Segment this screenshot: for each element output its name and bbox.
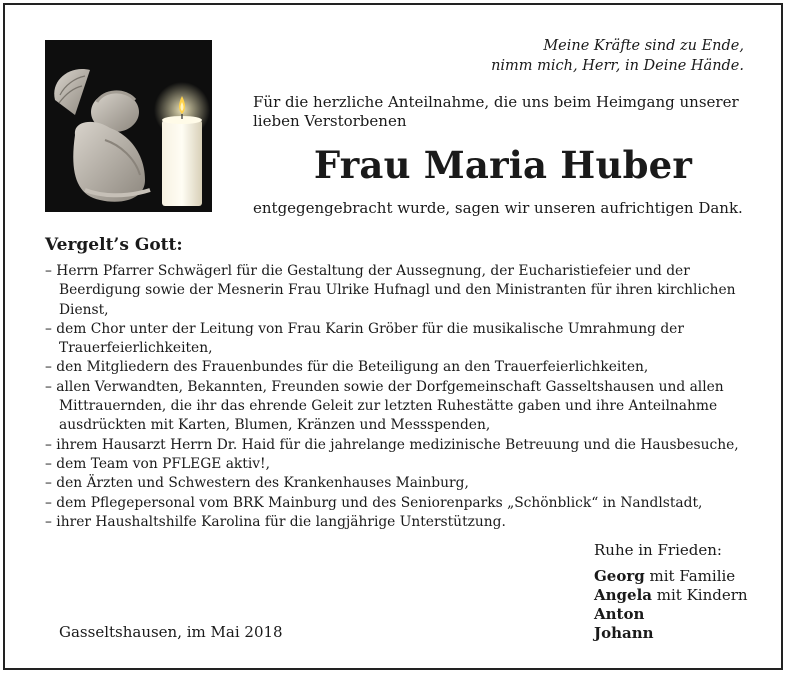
family-member [594, 605, 748, 624]
family-signatures [594, 567, 748, 643]
thanks-text: entgegengebracht wurde, sagen wir unseren aufrichtigen Dank. [253, 199, 743, 217]
angel-candle-photo [45, 40, 212, 212]
section-heading: Vergelt’s Gott: [45, 235, 183, 255]
list-item: – dem Chor unter der Leitung von Frau Karin Gröber für die musikalische Umrahmung der Trauerfeierlichkeiten, [45, 320, 755, 359]
family-member-suffix: mit Kindern [652, 586, 748, 604]
list-item: – ihrem Hausarzt Herrn Dr. Haid für die jahrelange medizinische Betreuung und die Hausbesuche, [45, 436, 755, 455]
list-item: – dem Pflegepersonal vom BRK Mainburg und des Seniorenparks „Schönblick“ in Nandlstadt, [45, 494, 755, 513]
list-item: – ihrer Haushaltshilfe Karolina für die langjährige Unterstützung. [45, 513, 755, 532]
list-item: – den Mitgliedern des Frauenbundes für die Beteiligung an den Trauerfeierlichkeiten, [45, 358, 755, 377]
family-member-name: Anton [594, 605, 645, 623]
list-item: – Herrn Pfarrer Schwägerl für die Gestaltung der Aussegnung, der Eucharistiefeier und der Beerdigung sowie der Mesnerin Frau Ulrike Hufnagl und den Ministranten für ihren kirchlichen Dienst, [45, 262, 755, 320]
list-item: – den Ärzten und Schwestern des Krankenhauses Mainburg, [45, 474, 755, 493]
quote-line-1: Meine Kräfte sind zu Ende, [543, 38, 744, 54]
list-item: – allen Verwandten, Bekannten, Freunden sowie der Dorfgemeinschaft Gasseltshausen und allen Mittrauernden, die ihr das ehrende Geleit zur letzten Ruhestätte gaben und ihre Anteilnahme ausdrückten mit Karten, Blumen, Kränzen und Messspenden, [45, 378, 755, 436]
family-member-name: Georg [594, 567, 645, 585]
family-member [594, 624, 748, 643]
family-member-name: Angela [594, 586, 652, 604]
quote-line-2: nimm mich, Herr, in Deine Hände. [491, 58, 744, 74]
family-member [594, 567, 748, 586]
family-member-name: Johann [594, 624, 654, 642]
bible-quote [491, 36, 744, 76]
family-member [594, 586, 748, 605]
list-item: – dem Team von PFLEGE aktiv!, [45, 455, 755, 474]
rest-in-peace: Ruhe in Frieden: [594, 541, 722, 559]
place-date: Gasseltshausen, im Mai 2018 [59, 623, 283, 641]
angel-candle-illustration [45, 40, 212, 212]
intro-text: Für die herzliche Anteilnahme, die uns beim Heimgang unserer lieben Verstorbenen [253, 93, 739, 130]
deceased-name: Frau Maria Huber [313, 143, 693, 187]
family-member-suffix: mit Familie [644, 567, 736, 585]
thanks-list [45, 262, 755, 532]
